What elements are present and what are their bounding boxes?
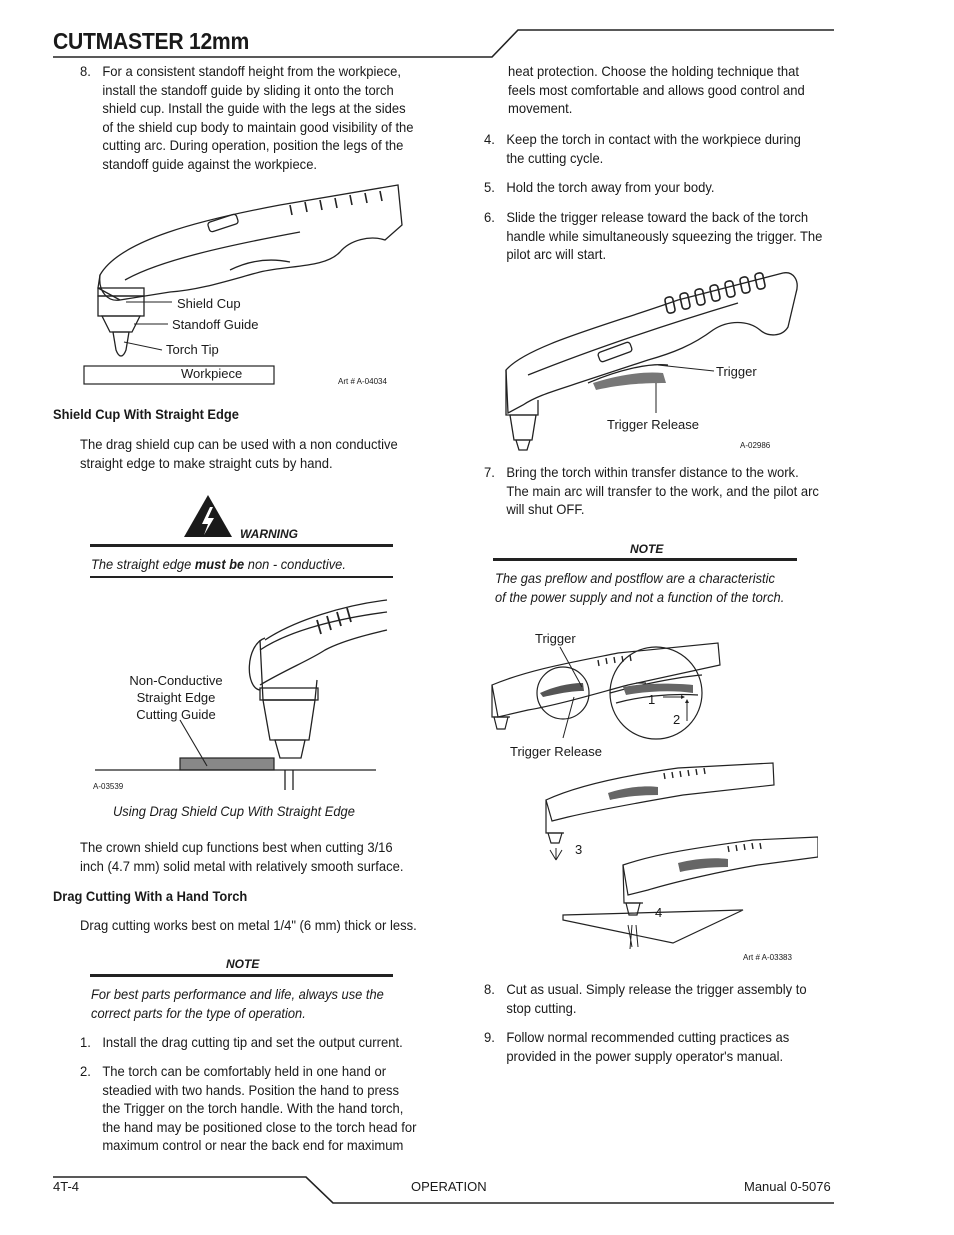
right-step-5: 5. Hold the torch away from your body. <box>484 179 715 195</box>
note-label-2: NOTE <box>630 542 664 556</box>
label-standoff-guide: Standoff Guide <box>172 317 259 332</box>
left-step-8: 8. For a consistent standoff height from the workpiece, install the standoff guide by sliding it onto the torch shield cup. Install the guide with the legs at the sides of the shield cup body to maintain good visibility of the cutting arc. During operation, position the legs of the standoff guide against the workpiece. <box>80 63 414 172</box>
right-step-8: 8. Cut as usual. Simply release the trigger assembly to stop cutting. <box>484 981 807 1016</box>
figure-sequence <box>488 625 818 970</box>
step-marker-3: 3 <box>575 842 583 857</box>
warning-rule-top <box>90 544 393 547</box>
label-shield-cup: Shield Cup <box>177 296 241 311</box>
note-rule-1 <box>90 974 393 977</box>
warning-icon <box>183 494 233 538</box>
shield-paragraph: The drag shield cup can be used with a non conductive straight edge to make straight cuts by hand. <box>80 436 398 471</box>
right-continuation: heat protection. Choose the holding technique that feels most comfortable and allows good control and movement. <box>508 63 805 117</box>
right-step-9: 9. Follow normal recommended cutting practices as provided in the power supply operator's manual. <box>484 1029 790 1064</box>
art-number-3: A-02986 <box>740 441 771 450</box>
label-trigger-release-1: Trigger Release <box>607 417 700 432</box>
step-marker-4: 4 <box>655 905 663 920</box>
art-number-2: A-03539 <box>93 782 124 791</box>
warning-text: The straight edge must be non - conductive. <box>91 556 346 572</box>
figure-standoff-torch <box>80 180 420 390</box>
note-text-1: For best parts performance and life, always use the correct parts for the type of operation. <box>91 986 384 1021</box>
header-rule <box>0 0 954 70</box>
left-step-2: 2. The torch can be comfortably held in one hand or steadied with two hands. Position the hand to press the Trigger on the torch handle. With the hand torch, the hand may be positioned close to the torch head for maximum control or near the back end for maximum <box>80 1063 417 1154</box>
warning-label: WARNING <box>240 527 298 541</box>
label-trigger-1: Trigger <box>716 364 757 379</box>
note-text-2: The gas preflow and postflow are a characteristic of the power supply and not a function of the torch. <box>495 570 785 605</box>
label-torch-tip: Torch Tip <box>166 342 219 357</box>
label-trigger-release-2: Trigger Release <box>510 744 603 759</box>
heading-drag-cutting: Drag Cutting With a Hand Torch <box>53 888 248 904</box>
footer-manual-number: Manual 0-5076 <box>744 1179 831 1194</box>
art-number-1: Art # A-04034 <box>338 377 387 386</box>
label-trigger-2: Trigger <box>535 631 576 646</box>
label-workpiece: Workpiece <box>181 366 243 381</box>
art-number-4: Art # A-03383 <box>743 953 792 962</box>
step-marker-1: 1 <box>648 692 656 707</box>
step-marker-2: 2 <box>673 712 681 727</box>
label-straight-edge-guide: Non-Conductive Straight Edge Cutting Guide <box>129 673 223 722</box>
footer-section: OPERATION <box>411 1179 487 1194</box>
figure-caption-2: Using Drag Shield Cup With Straight Edge <box>113 803 355 819</box>
left-step-1: 1. Install the drag cutting tip and set the output current. <box>80 1034 403 1050</box>
footer-page-number: 4T-4 <box>53 1179 80 1194</box>
page-title: CUTMASTER 12mm <box>53 28 250 54</box>
right-step-6: 6. Slide the trigger release toward the back of the torch handle while simultaneously squeezing the trigger. The pilot arc will start. <box>484 209 823 263</box>
crown-paragraph: The crown shield cup functions best when cutting 3/16 inch (4.7 mm) solid metal with relatively smooth surface. <box>80 839 404 874</box>
note-label-1: NOTE <box>226 957 260 971</box>
note-rule-2 <box>493 558 797 561</box>
drag-paragraph: Drag cutting works best on metal 1/4" (6 mm) thick or less. <box>80 917 417 933</box>
right-step-4: 4. Keep the torch in contact with the workpiece during the cutting cycle. <box>484 131 801 166</box>
right-step-7: 7. Bring the torch within transfer distance to the work. The main arc will transfer to the work, and the pilot arc will shut OFF. <box>484 464 819 518</box>
warning-rule-bottom <box>90 576 393 578</box>
heading-shield-cup-straight-edge: Shield Cup With Straight Edge <box>53 406 239 422</box>
